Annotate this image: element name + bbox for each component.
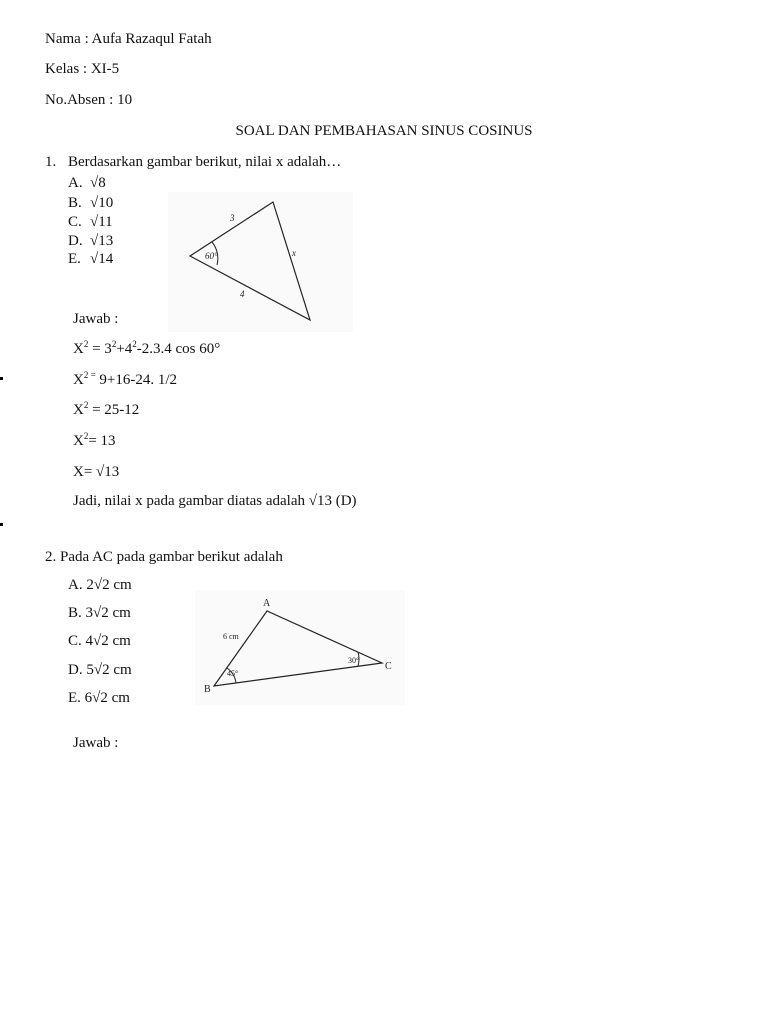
student-name: Nama : Aufa Razaqul Fatah [45,31,212,47]
q2-option-a: A. 2√2 cm [68,577,132,593]
page-title: SOAL DAN PEMBAHASAN SINUS COSINUS [235,123,533,139]
student-class: Kelas : XI-5 [45,61,120,77]
q1-step-2: $X^{2 =}$ 9+16-24. 1/2 [73,370,178,388]
q1-answer-label: Jawab : [73,311,119,327]
student-absen-number: No.Absen : 10 [45,92,133,108]
q1-side-top-label: 3 [230,213,235,223]
q1-step-5: X= √13 [73,464,120,480]
q2-answer-label: Jawab : [73,735,119,751]
q2-angle-c-label: 30° [348,656,360,665]
q1-step-4: $X^2= 13$ [73,431,116,449]
q2-side-ab-label: 6 cm [223,632,239,641]
q1-conclusion: Jadi, nilai x pada gambar diatas adalah √13 (D) [73,493,357,509]
q1-figure-background [168,192,353,332]
q1-step-1: $X^2 = 3^2+4^2-2.3.4$ cos 60° [73,339,221,357]
q1-option-d: D. √13 [68,233,114,249]
q2-question: 2. Pada AC pada gambar berikut adalah [45,549,283,565]
q2-vertex-a-label: A [263,598,271,609]
margin-mark [0,377,3,380]
q1-number: 1. [45,154,57,170]
q1-angle-label: 60° [205,251,218,261]
q2-option-e: E. 6√2 cm [68,690,130,706]
q2-triangle-figure [195,590,405,705]
q1-triangle-figure [168,192,353,332]
q2-vertex-b-label: B [204,684,211,695]
q2-figure-background [195,590,405,705]
q2-option-b: B. 3√2 cm [68,605,131,621]
q1-side-bottom-label: 4 [240,289,245,299]
q1-option-e: E. √14 [68,251,114,267]
q1-option-b: B. √10 [68,195,114,211]
margin-mark [0,523,3,526]
q2-option-c: C. 4√2 cm [68,633,131,649]
q2-option-d: D. 5√2 cm [68,662,132,678]
q1-option-c: C. √11 [68,214,113,230]
q1-step-3: $X^2 = 25-12$ [73,400,140,418]
q2-angle-b-label: 45° [227,669,239,678]
q2-vertex-c-label: C [385,661,392,672]
q1-option-a: A. √8 [68,175,106,191]
q1-question: Berdasarkan gambar berikut, nilai x adalah… [68,154,342,170]
q1-side-right-label: x [292,248,296,258]
